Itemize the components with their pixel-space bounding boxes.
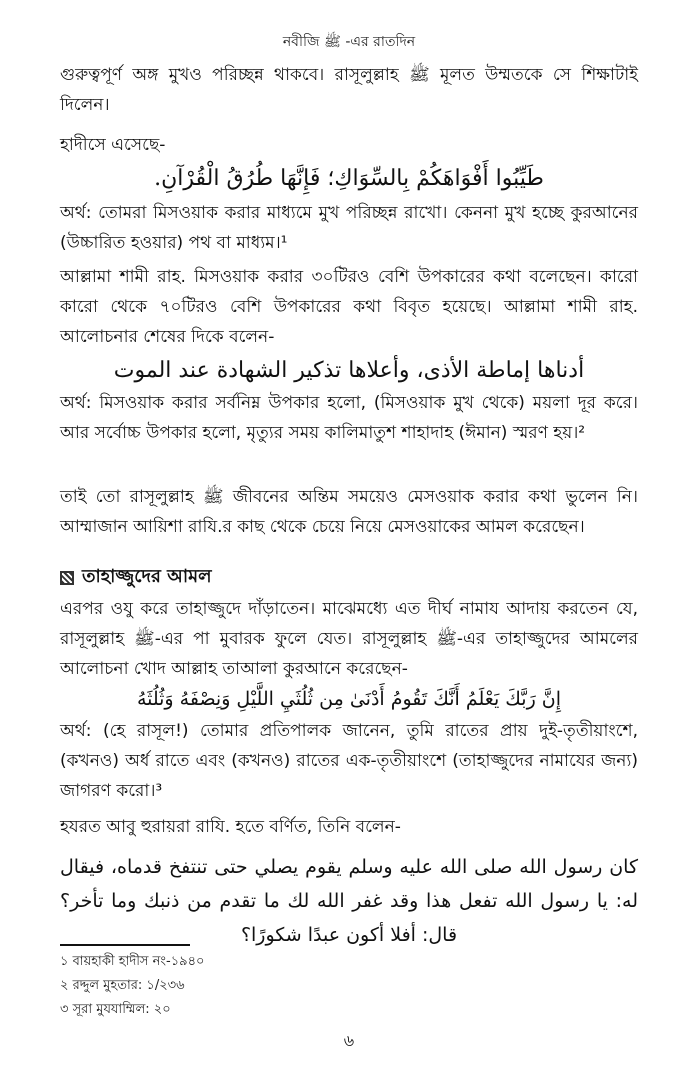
arabic-hadith-tahajjud: كان رسول الله صلى الله عليه وسلم يقوم يصلي حتى تنتفخ قدماه، فيقال له: يا رسول الله تفعل هذا وقد غفر الله لك ما تقدم من ذنبك وما تأخر؟ قال: أفلا أكون عبدًا شكورًا؟: [60, 856, 638, 946]
arabic-quran-verse: إِنَّ رَبَّكَ يَعْلَمُ أَنَّكَ تَقُومُ أَدْنَىٰ مِن ثُلُثَيِ اللَّيْلِ وَنِصْفَهُ وَثُلُثَهُ: [136, 688, 562, 710]
section-heading-text: তাহাজ্জুদের আমল: [82, 566, 212, 587]
book-page: [60, 0, 638, 1079]
paragraph-last-miswak: তাই তো রাসূলুল্লাহ ﷺ জীবনের অন্তিম সময়েও মেসওয়াক করার কথা ভুলেন নি। আম্মাজান আয়িশা রাযি.র কাছ থেকে চেয়ে নিয়ে মেসওয়াকের আমল করেছেন।: [60, 487, 638, 537]
paragraph-miswak-importance: গুরুত্বপূর্ণ অঙ্গ মুখও পরিচ্ছন্ন থাকবে। রাসূলুল্লাহ ﷺ মূলত উম্মতকে সে শিক্ষাটাই দিলেন।: [60, 65, 638, 115]
footnote-3: ৩ সূরা মুযযাম্মিল: ২০: [60, 1002, 171, 1017]
paragraph-hadith-meaning: অর্থ: তোমরা মিসওয়াক করার মাধ্যমে মুখ পরিচ্ছন্ন রাখো। কেননা মুখ হচ্ছে কুরআনের (উচ্চারিত হওয়ার) পথ বা মাধ্যম।¹: [60, 203, 638, 253]
paragraph-tahajjud: এরপর ওযু করে তাহাজ্জুদে দাঁড়াতেন। মাঝেমধ্যে এত দীর্ঘ নামায আদায় করতেন যে, রাসূলুল্লাহ ﷺ-এর পা মুবারক ফুলে যেত। রাসূলুল্লাহ ﷺ-এর তাহাজ্জুদের আমলের আলোচনা খোদ আল্লাহ তাআলা কুরআনে করেছেন-: [60, 599, 638, 679]
ornament-icon: [60, 571, 74, 585]
paragraph-allama-shami: আল্লামা শামী রাহ. মিসওয়াক করার ৩০টিরও বেশি উপকারের কথা বলেছেন। কারো কারো থেকে ৭০টিরও বেশি উপকারের কথা বিবৃত হয়েছে। আল্লামা শামী রাহ. আলোচনার শেষের দিকে বলেন-: [60, 267, 638, 347]
footnote-divider: [60, 944, 190, 946]
paragraph-abu-hurayra: হযরত আবু হুরায়রা রাযি. হতে বর্ণিত, তিনি বলেন-: [60, 817, 401, 837]
paragraph-hadith-intro: হাদীসে এসেছে-: [60, 135, 166, 155]
arabic-hadith-miswak: طَيِّبُوا أَفْوَاهَكُمْ بِالسِّوَاكِ؛ فَإِنَّهَا طُرُقُ الْقُرْآنِ.: [154, 166, 544, 191]
running-header: নবীজি ﷺ -এর রাতদিন: [282, 34, 416, 50]
paragraph-shami-meaning: অর্থ: মিসওয়াক করার সর্বনিম্ন উপকার হলো, (মিসওয়াক মুখ থেকে) ময়লা দূর করে। আর সর্বোচ্চ উপকার হলো, মৃত্যুর সময় কালিমাতুশ শাহাদাহ (ঈমান) স্মরণ হয়।²: [60, 393, 638, 443]
footnote-2: ২ রদ্দুল মুহতার: ১/২৩৬: [60, 978, 185, 993]
footnote-1: ১ বায়হাকী হাদীস নং-১৯৪০: [60, 954, 205, 969]
section-heading-tahajjud: [60, 562, 212, 593]
page-number: ৬: [343, 1031, 355, 1050]
arabic-shami-quote: أدناها إماطة الأذى، وأعلاها تذكير الشهادة عند الموت: [113, 358, 585, 383]
paragraph-verse-meaning: অর্থ: (হে রাসূল!) তোমার প্রতিপালক জানেন, তুমি রাতের প্রায় দুই-তৃতীয়াংশে, (কখনও) অর্ধ রাতে এবং (কখনও) রাতের এক-তৃতীয়াংশে (তাহাজ্জুদের নামাযের জন্য) জাগরণ করো।³: [60, 721, 638, 801]
